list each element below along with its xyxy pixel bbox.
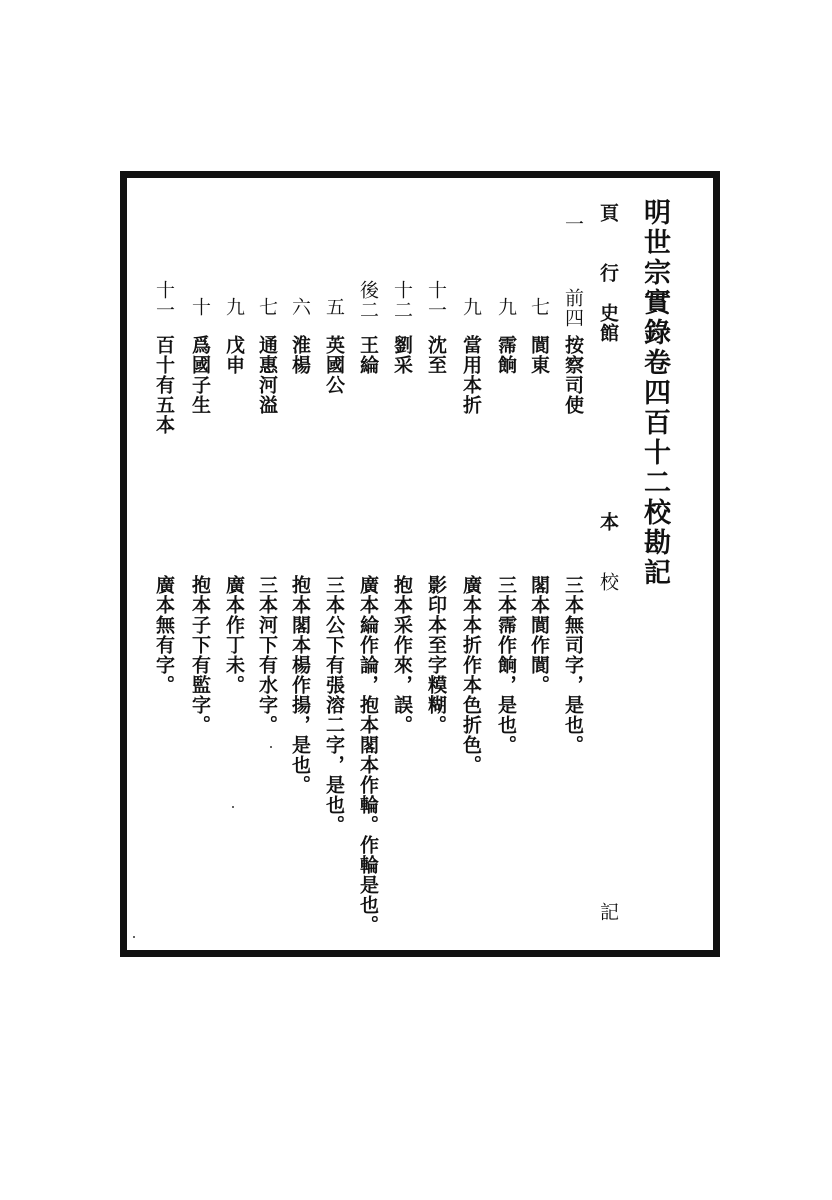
page-title: 明世宗實錄卷四百十二校勘記 xyxy=(639,198,670,588)
entry-word: 按察司使 xyxy=(562,335,584,415)
entry-line: 九 xyxy=(460,297,482,317)
entry-page: 十二 xyxy=(391,280,413,320)
entry-word: 閬東 xyxy=(528,335,550,375)
entry-page: 一 xyxy=(562,214,584,234)
entry-word: 劉采 xyxy=(391,335,413,375)
header-ben: 本 xyxy=(597,512,619,532)
entry-word: 英國公 xyxy=(323,335,345,395)
header-ye: 頁 xyxy=(597,203,619,223)
entry-word: 淮楊 xyxy=(289,335,311,375)
header-ji: 記 xyxy=(597,902,619,922)
scan-speck xyxy=(133,936,135,938)
header-jiao: 校 xyxy=(597,572,619,592)
entry-word: 當用本折 xyxy=(460,335,482,415)
entry-page: 九 xyxy=(223,297,245,317)
entry-page: 七 xyxy=(256,297,278,317)
entry-line: 九 xyxy=(495,297,517,317)
entry-page: 六 xyxy=(289,297,311,317)
entry-note: 抱本閣本楊作揚，是也。 xyxy=(289,575,311,795)
header-guan: 史館 xyxy=(597,303,619,343)
entry-note: 廣本無有字。 xyxy=(153,575,175,695)
entry-line: 七 xyxy=(528,297,550,317)
entry-page: 十一 xyxy=(425,280,447,320)
entry-word: 霈餉 xyxy=(495,335,517,375)
entry-page: 五 xyxy=(323,297,345,317)
entry-note: 抱本子下有監字。 xyxy=(189,575,211,735)
scan-speck xyxy=(270,746,272,748)
scan-speck xyxy=(232,806,234,808)
entry-note: 閣本閬作閬。 xyxy=(528,575,550,695)
entry-note: 三本公下有張溶二字，是也。 xyxy=(323,575,345,835)
entry-word: 王綸 xyxy=(357,335,379,375)
entry-word: 百十有五本 xyxy=(153,335,175,435)
entry-word: 爲國子生 xyxy=(189,335,211,415)
entry-note: 三本河下有水字。 xyxy=(256,575,278,735)
entry-note: 三本霈作餉，是也。 xyxy=(495,575,517,755)
entry-note: 影印本至字糢糊。 xyxy=(425,575,447,735)
entry-word: 通惠河溢 xyxy=(256,335,278,415)
entry-note: 廣本綸作論，抱本閣本作輪。作輪是也。 xyxy=(357,575,379,935)
entry-note: 三本無司字，是也。 xyxy=(562,575,584,755)
page-frame xyxy=(120,171,720,957)
entry-word: 沈至 xyxy=(425,335,447,375)
entry-page: 十一 xyxy=(153,280,175,320)
header-hang: 行 xyxy=(597,263,619,283)
entry-note: 廣本作丁未。 xyxy=(223,575,245,695)
entry-note: 抱本采作來，誤。 xyxy=(391,575,413,735)
entry-page: 十 xyxy=(189,297,211,317)
entry-line: 前四 xyxy=(562,288,584,328)
entry-page: 後二 xyxy=(357,280,379,320)
entry-word: 戊申 xyxy=(223,335,245,375)
entry-note: 廣本本折作本色折色。 xyxy=(460,575,482,775)
